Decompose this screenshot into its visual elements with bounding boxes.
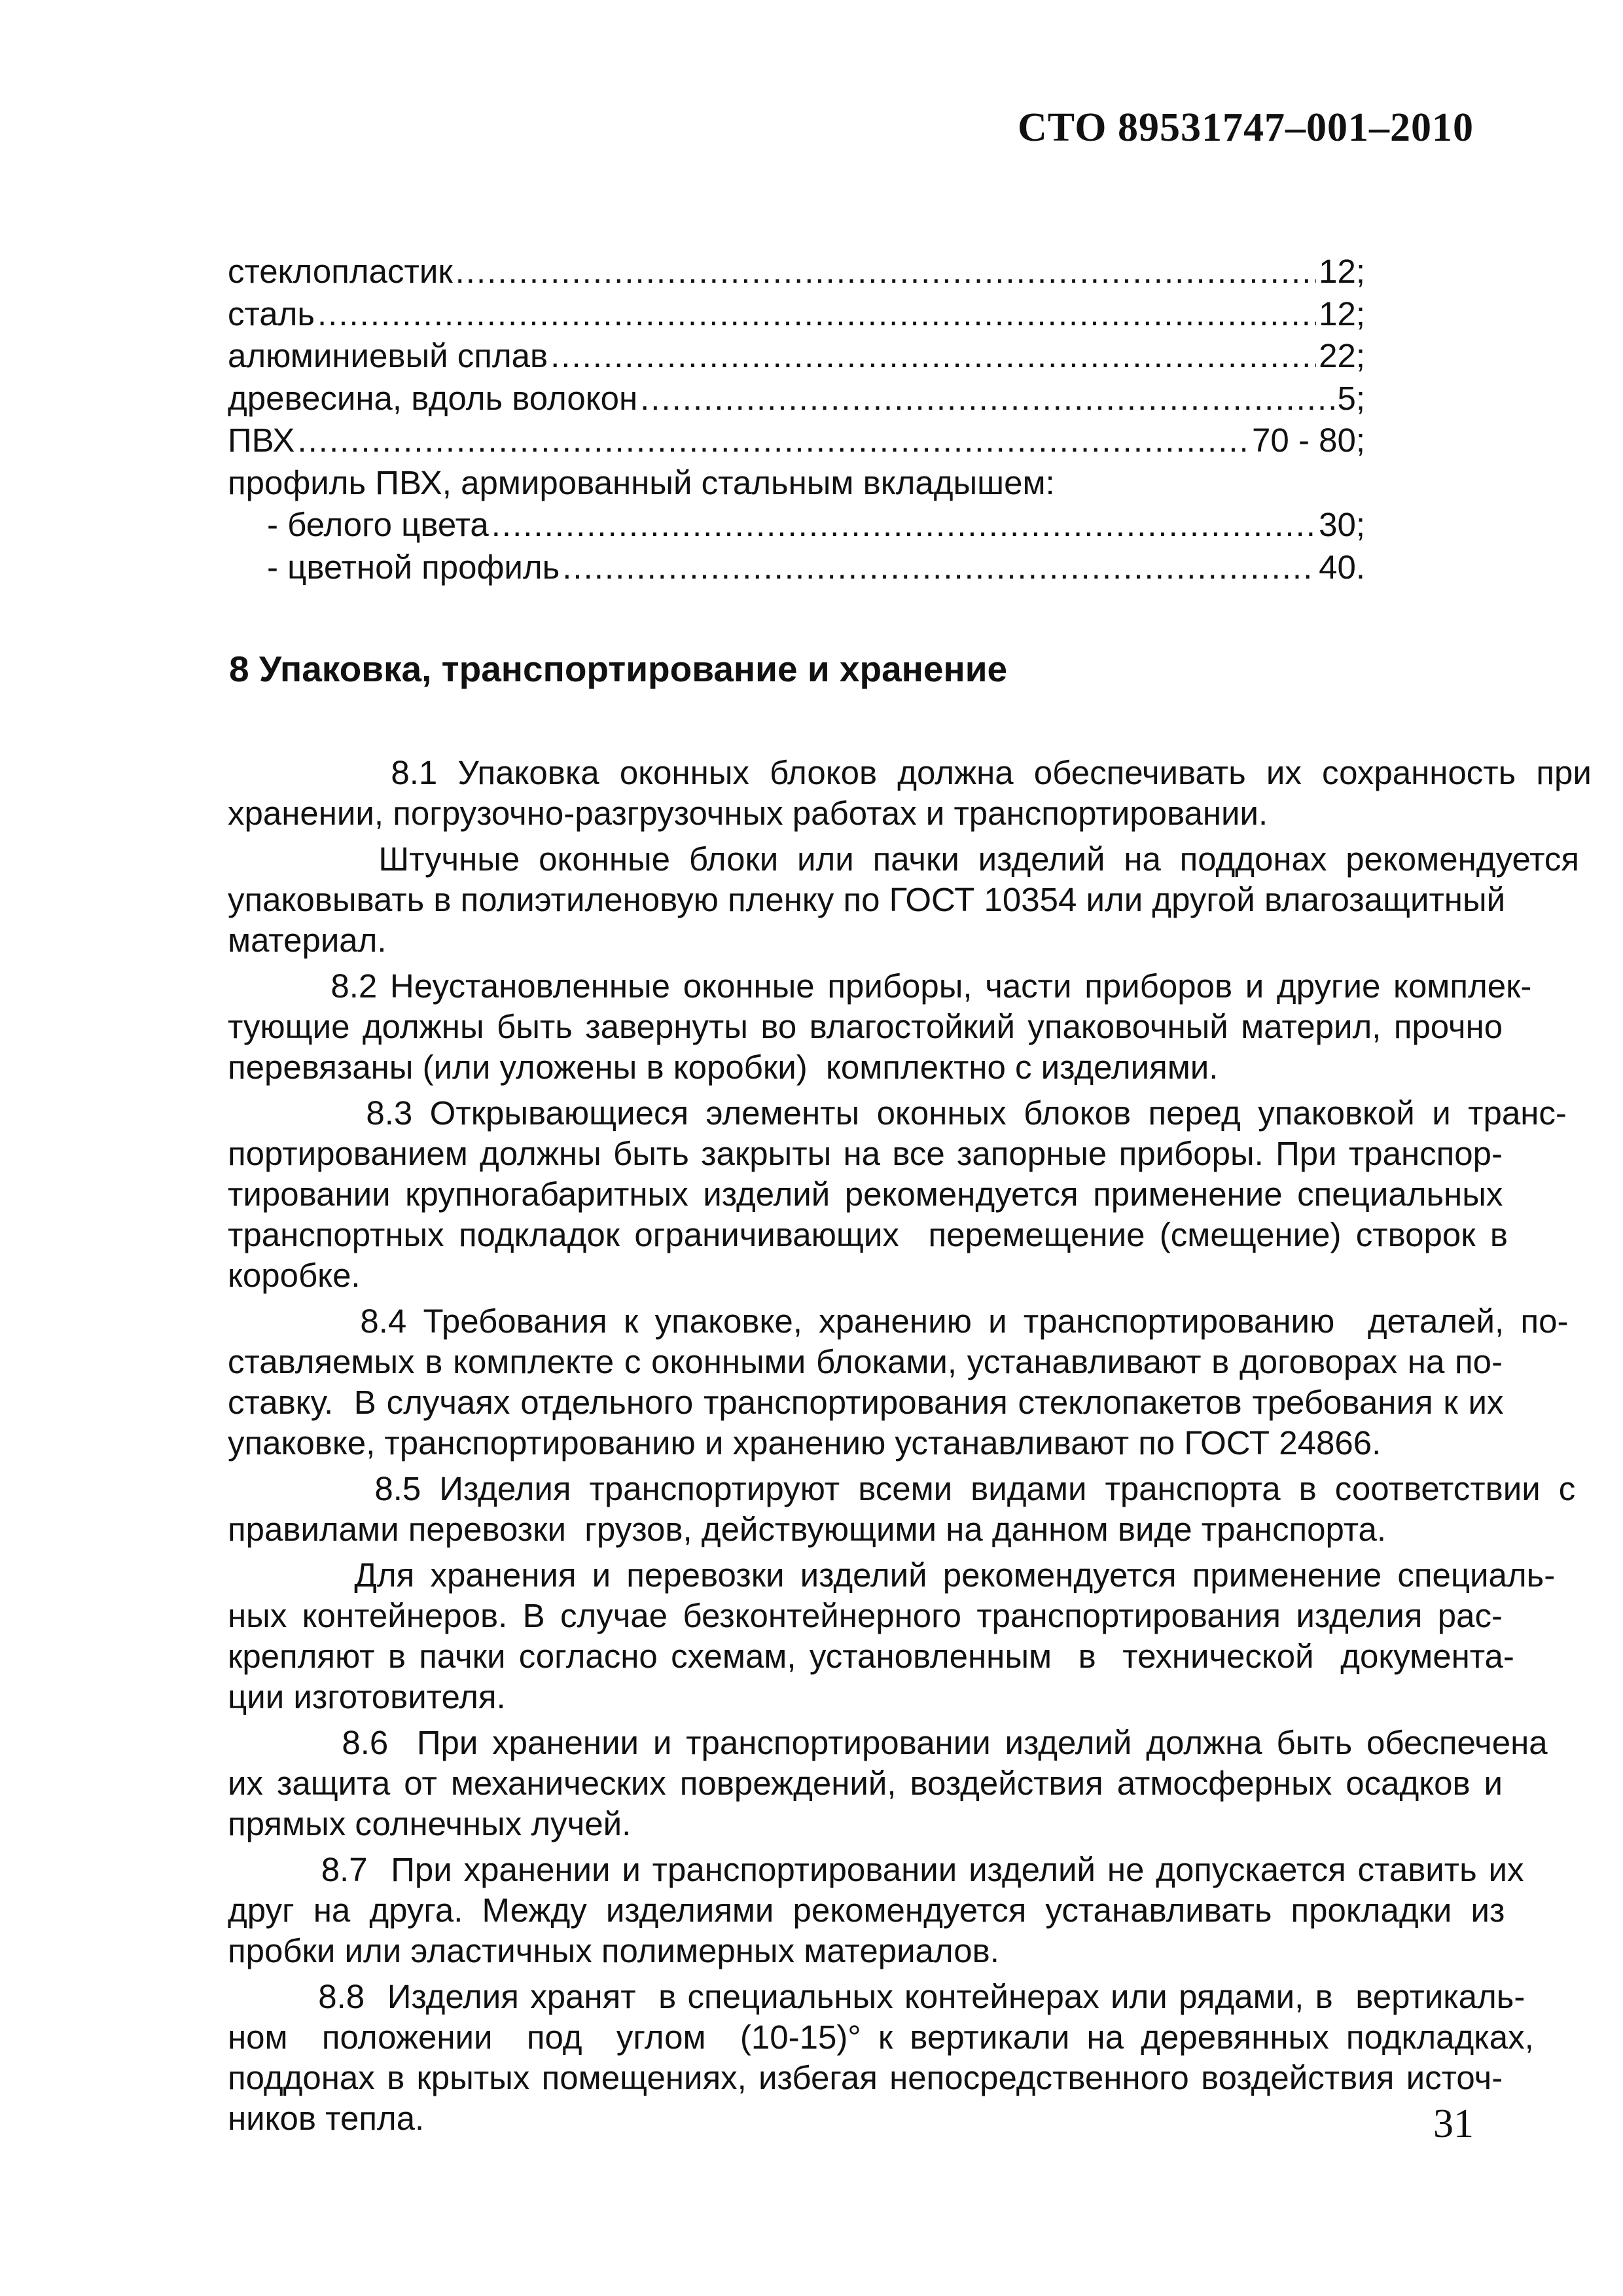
spec-value: 70 - 80;	[1252, 422, 1365, 459]
text-line: ников тепла.	[228, 2100, 425, 2137]
paragraph	[228, 753, 1592, 834]
leader-dots	[317, 293, 1316, 336]
spec-row	[228, 293, 1365, 336]
text-line: тующие должны быть завернуты во влагостойкий упаковочный материл, прочно	[228, 1008, 1503, 1045]
spec-row	[228, 335, 1365, 378]
text-line: 8.4 Требования к упаковке, хранению и транспортированию деталей, по-	[228, 1302, 1569, 1340]
spec-name: сталь	[228, 295, 315, 332]
leader-dots	[455, 251, 1316, 293]
text-line: 8.7 При хранении и транспортировании изделий не допускается ставить их	[228, 1851, 1524, 1888]
text-line: материал.	[228, 922, 387, 959]
spec-name: - цветной профиль	[267, 548, 560, 586]
spec-value: 12;	[1319, 253, 1365, 290]
spec-name: древесина, вдоль волокон	[228, 379, 638, 417]
text-line: тировании крупногабаритных изделий рекомендуется применение специальных	[228, 1175, 1503, 1213]
text-line: друг на друга. Между изделиями рекомендуется устанавливать прокладки из	[228, 1892, 1505, 1929]
leader-dots	[491, 504, 1316, 547]
text-line: поддонах в крытых помещениях, избегая непосредственного воздействия источ-	[228, 2059, 1503, 2096]
text-line: упаковывать в полиэтиленовую пленку по ГОСТ 10354 или другой влагозащитный	[228, 881, 1506, 918]
paragraph	[228, 1301, 1569, 1463]
spec-row	[228, 420, 1365, 462]
spec-row	[228, 378, 1365, 420]
leader-dots	[550, 335, 1316, 378]
text-line: правилами перевозки грузов, действующими на данном виде транспорта.	[228, 1511, 1387, 1548]
text-line: транспортных подкладок ограничивающих перемещение (смещение) створок в	[228, 1216, 1508, 1253]
paragraph	[228, 1469, 1576, 1550]
text-line: 8.2 Неустановленные оконные приборы, части приборов и другие комплек-	[228, 967, 1532, 1005]
leader-dots	[562, 547, 1316, 589]
text-line: Штучные оконные блоки или пачки изделий на поддонах рекомендуется	[228, 840, 1580, 878]
text-line: 8.6 При хранении и транспортировании изделий должна быть обеспечена	[228, 1724, 1548, 1761]
spec-row	[228, 504, 1365, 547]
spec-value: 22;	[1319, 337, 1365, 374]
text-line: ных контейнеров. В случае безконтейнерного транспортирования изделия рас-	[228, 1597, 1503, 1634]
text-line: упаковке, транспортированию и хранению устанавливают по ГОСТ 24866.	[228, 1424, 1382, 1462]
spec-row	[228, 547, 1365, 589]
spec-name: ПВХ	[228, 422, 295, 459]
document-code: СТО 89531747–001–2010	[1017, 105, 1474, 150]
spec-value: 30;	[1319, 506, 1365, 543]
spec-name: алюминиевый сплав	[228, 337, 548, 374]
text-line: крепляют в пачки согласно схемам, установленным в технической документа-	[228, 1638, 1514, 1675]
text-line: портированием должны быть закрыты на все запорные приборы. При транспор-	[228, 1135, 1503, 1172]
spec-value: 5;	[1337, 379, 1365, 417]
text-line: ном положении под углом (10-15)° к вертикали на деревянных подкладках,	[228, 2018, 1534, 2056]
text-line: коробке.	[228, 1257, 361, 1294]
paragraph	[228, 839, 1580, 961]
spec-value: 12;	[1319, 295, 1365, 332]
spec-row	[228, 251, 1365, 293]
paragraph	[228, 1555, 1556, 1717]
leader-dots	[640, 378, 1334, 420]
text-line: ции изготовителя.	[228, 1678, 506, 1715]
paragraph	[228, 1093, 1567, 1296]
text-line: 8.8 Изделия хранят в специальных контейнерах или рядами, в вертикаль-	[228, 1978, 1525, 2015]
paragraph	[228, 1850, 1524, 1971]
text-line: ставку. В случаях отдельного транспортирования стеклопакетов требования к их	[228, 1384, 1504, 1421]
paragraph	[228, 966, 1532, 1088]
text-line: пробки или эластичных полимерных материалов.	[228, 1932, 999, 1969]
text-line: перевязаны (или уложены в коробки) комплектно с изделиями.	[228, 1049, 1219, 1086]
paragraph	[228, 1977, 1534, 2139]
text-line: ставляемых в комплекте с оконными блоками, устанавливают в договорах на по-	[228, 1343, 1503, 1380]
page-number: 31	[1433, 2102, 1474, 2146]
spec-value: 40.	[1319, 548, 1365, 586]
spec-group-heading: профиль ПВХ, армированный стальным вкладышем:	[228, 463, 1055, 501]
section-title: 8 Упаковка, транспортирование и хранение	[229, 649, 1008, 689]
paragraph	[228, 1723, 1548, 1844]
text-line: 8.5 Изделия транспортируют всеми видами транспорта в соответствии с	[228, 1470, 1576, 1507]
text-line: их защита от механических повреждений, воздействия атмосферных осадков и	[228, 1765, 1503, 1802]
text-line: 8.3 Открывающиеся элементы оконных блоков перед упаковкой и транс-	[228, 1094, 1567, 1132]
text-line: хранении, погрузочно-разгрузочных работах и транспортировании.	[228, 795, 1268, 832]
text-line: прямых солнечных лучей.	[228, 1805, 632, 1842]
section-body	[228, 753, 1592, 2144]
leader-dots	[297, 420, 1249, 462]
text-line: 8.1 Упаковка оконных блоков должна обеспечивать их сохранность при	[228, 754, 1592, 791]
text-line: Для хранения и перевозки изделий рекомендуется применение специаль-	[228, 1556, 1556, 1594]
spec-name: - белого цвета	[267, 506, 489, 543]
spec-name: стеклопластик	[228, 253, 453, 290]
material-spec-list	[228, 251, 1365, 588]
